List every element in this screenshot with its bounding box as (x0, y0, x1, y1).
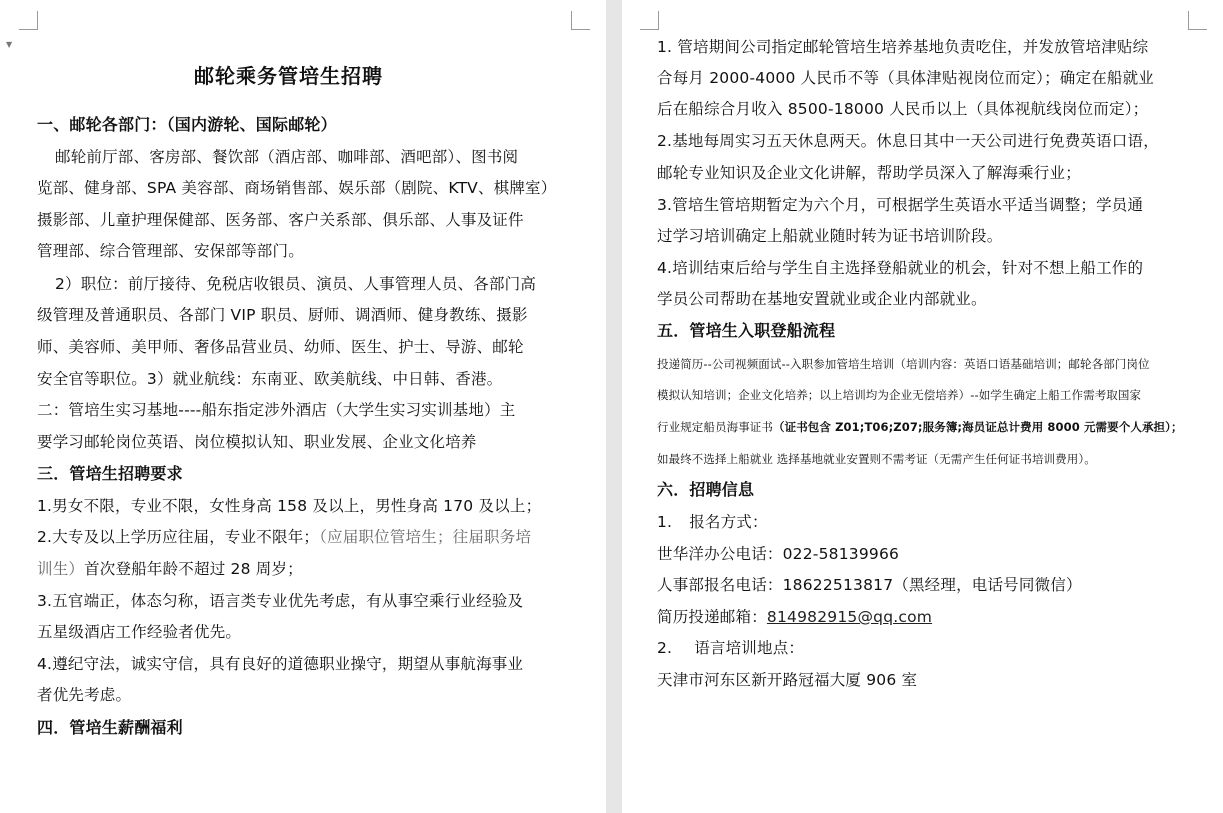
info-2-number: 2. (657, 639, 673, 657)
document-page-right (622, 0, 1223, 813)
p2-line-3: 师、美容师、美甲师、奢侈品营业员、幼师、医生、护士、导游、邮轮 (37, 338, 524, 356)
req-1: 1.男女不限，专业不限，女性身高 158 及以上，男性身高 170 及以上； (37, 497, 542, 515)
benefit-2-line-1: 2.基地每周实习五天休息两天。休息日其中一天公司进行免费英语口语， (657, 132, 1159, 150)
s1-line-2: 览部、健身部、SPA 美容部、商场销售部、娱乐部（剧院、KTV、棋牌室） (37, 179, 557, 197)
crop-mark-top-left (640, 11, 659, 30)
req-2-note: （应届职位管培生；往届职务培 (319, 528, 532, 546)
section4-heading: 四．管培生薪酬福利 (37, 718, 183, 737)
req-2-line-1 (37, 527, 531, 547)
p2-line-2: 级管理及普通职员、各部门 VIP 职员、厨师、调酒师、健身教练、摄影 (37, 306, 528, 324)
req-4-line-2: 者优先考虑。 (37, 686, 132, 704)
email-row (657, 607, 932, 627)
flow-line-2: 模拟认知培训；企业文化培养；以上培训均为企业无偿培养）--如学生确定上船工作需考取国家 (657, 388, 1142, 402)
s1-line-1: 邮轮前厅部、客房部、餐饮部（酒店部、咖啡部、酒吧部）、图书阅 (55, 148, 519, 166)
benefit-4-line-1: 4.培训结束后给与学生自主选择登船就业的机会，针对不想上船工作的 (657, 259, 1144, 277)
document-title: 邮轮乘务管培生招聘 (194, 64, 383, 88)
benefit-1-line-2: 合每月 2000-4000 人民币不等（具体津贴视岗位而定）；确定在船就业 (657, 69, 1154, 87)
info-2 (657, 638, 804, 658)
benefit-1-line-1: 1. 管培期间公司指定邮轮管培生培养基地负责吃住，并发放管培津贴综 (657, 38, 1149, 56)
benefit-3-line-1: 3.管培生管培期暂定为六个月，可根据学生英语水平适当调整；学员通 (657, 196, 1144, 214)
office-phone: 世华洋办公电话：022-58139966 (657, 545, 900, 563)
flow-certificate-end: ； (1171, 420, 1183, 434)
hr-phone: 人事部报名电话：18622513817（黑经理，电话号同微信） (657, 576, 1082, 594)
info-1 (657, 512, 768, 532)
training-address: 天津市河东区新开路冠福大厦 906 室 (657, 671, 918, 689)
s1-line-3: 摄影部、儿童护理保健部、医务部、客户关系部、俱乐部、人事及证件 (37, 211, 524, 229)
crop-mark-top-right (1188, 11, 1207, 30)
s2-line-2: 要学习邮轮岗位英语、岗位模拟认知、职业发展、企业文化培养 (37, 433, 477, 451)
flow-certificate: 行业规定船员海事证书 (657, 420, 773, 434)
crop-mark-top-right (571, 11, 590, 30)
crop-mark-top-left (19, 11, 38, 30)
email-link[interactable]: 814982915@qq.com (766, 608, 933, 626)
flow-line-4: 如最终不选择上船就业 选择基地就业安置则不需考证（无需产生任何证书培训费用）。 (657, 452, 1096, 466)
section3-heading: 三．管培生招聘要求 (37, 464, 183, 483)
info-2-text: 语言培训地点： (694, 639, 805, 657)
benefit-2-line-2: 邮轮专业知识及企业文化讲解，帮助学员深入了解海乘行业； (657, 164, 1081, 182)
req-2-line-2 (37, 559, 303, 579)
flow-line-3 (657, 417, 1183, 437)
p2-line-1: 2）职位：前厅接待、免税店收银员、演员、人事管理人员、各部门高 (55, 275, 537, 293)
s1-line-4: 管理部、综合管理部、安保部等部门。 (37, 242, 304, 260)
collapse-caret-icon[interactable]: ▼ (6, 40, 13, 49)
document-page-left (0, 0, 606, 813)
p2-line-4: 安全官等职位。3）就业航线：东南亚、欧美航线、中日韩、香港。 (37, 370, 503, 388)
req-2-text: 2.大专及以上学历应往届，专业不限年； (37, 528, 320, 546)
email-label: 简历投递邮箱： (657, 608, 767, 626)
benefit-3-line-2: 过学习培训确定上船就业随时转为证书培训阶段。 (657, 227, 1003, 245)
benefit-1-line-3: 后在船综合月收入 8500-18000 人民币以上（具体视航线岗位而定）； (657, 100, 1149, 118)
section1-heading: 一、邮轮各部门：（国内游轮、国际邮轮） (37, 115, 337, 134)
section6-heading: 六．招聘信息 (657, 480, 755, 499)
info-1-number: 1. (657, 513, 673, 531)
benefit-4-line-2: 学员公司帮助在基地安置就业或企业内部就业。 (657, 290, 987, 308)
req-3-line-2: 五星级酒店工作经验者优先。 (37, 623, 242, 641)
flow-line-1: 投递简历--公司视频面试--入职参加管培生培训（培训内容：英语口语基础培训；邮轮各部门岗位 (657, 357, 1150, 371)
req-2-note-end: 训生） (37, 560, 85, 578)
req-3-line-1: 3.五官端正，体态匀称，语言类专业优先考虑，有从事空乘行业经验及 (37, 592, 524, 610)
req-4-line-1: 4.遵纪守法，诚实守信，具有良好的道德职业操守，期望从事航海事业 (37, 655, 524, 673)
s2-line-1: 二：管培生实习基地----船东指定涉外酒店（大学生实习实训基地）主 (37, 401, 516, 419)
flow-certificate-detail: （证书包含 Z01;T06;Z07;服务簿;海员证总计费用 8000 元需要个人承担） (773, 420, 1171, 434)
info-1-text: 报名方式： (689, 513, 768, 531)
section5-heading: 五．管培生入职登船流程 (657, 321, 836, 340)
req-2-age: 首次登船年龄不超过 28 周岁； (84, 560, 303, 578)
